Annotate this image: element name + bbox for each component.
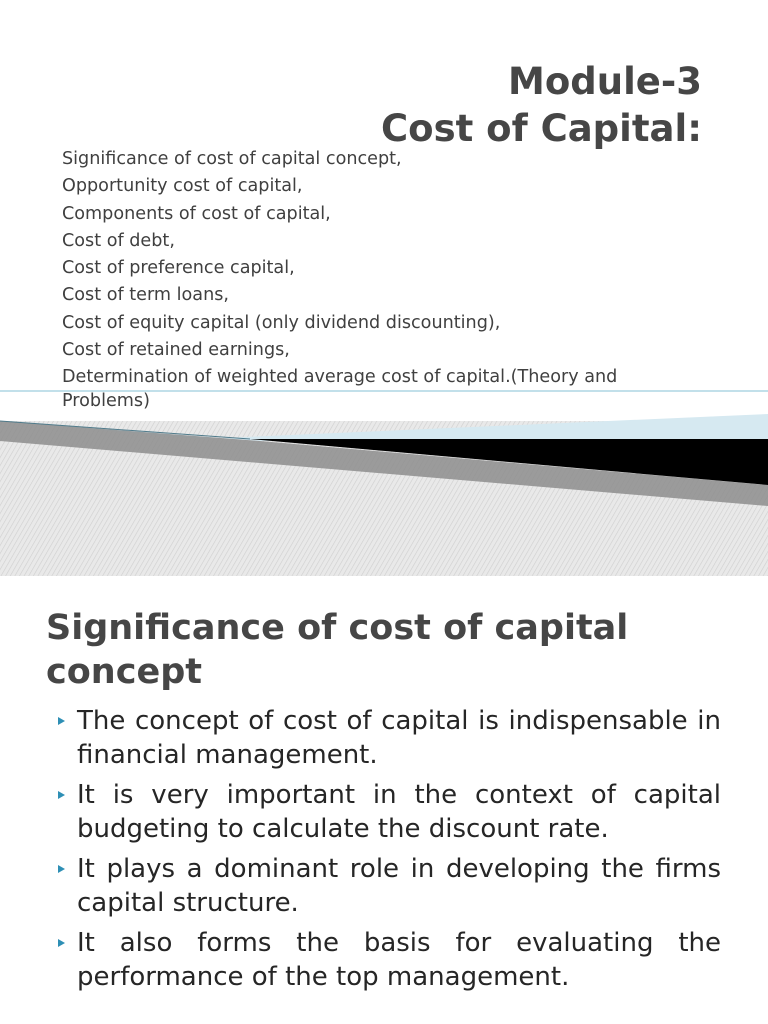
triangle-bullet-icon [58,939,65,947]
bullet-text: It plays a dominant role in developing the firms capital structure. [77,854,721,918]
topic-item: Components of cost of capital, [62,203,331,224]
slide-1-title [381,58,702,152]
topic-item: Cost of retained earnings, [62,340,290,361]
triangle-bullet-icon [58,791,65,799]
triangle-bullet-icon [58,865,65,873]
bullet-item [56,926,721,994]
topic-list [62,146,702,413]
bullet-item [56,852,721,920]
topic-item: Cost of preference capital, [62,258,295,279]
title-line-1: Module-3 [508,60,702,103]
topic-item: Significance of cost of capital concept, [62,149,402,169]
decorative-stripe-graphic [0,385,768,576]
topic-item: Cost of debt, [62,230,175,251]
bullet-text: It also forms the basis for evaluating the performance of the top management. [77,928,721,992]
triangle-bullet-icon [58,717,65,725]
bullet-text: It is very important in the context of capital budgeting to calculate the discount rate. [77,780,721,844]
bullet-text: The concept of cost of capital is indispensable in financial management. [77,706,721,770]
topic-item: Cost of term loans, [62,285,229,306]
topic-item: Cost of equity capital (only dividend discounting), [62,312,501,333]
topic-item: Determination of weighted average cost of capital.(Theory and Problems) [62,367,618,412]
bullet-list [56,704,721,1000]
title-line-2: Cost of Capital: [381,107,702,150]
bullet-item [56,704,721,772]
bullet-item [56,778,721,846]
slide-2-title: Significance of cost of capital concept [46,608,629,692]
topic-item: Opportunity cost of capital, [62,176,303,197]
